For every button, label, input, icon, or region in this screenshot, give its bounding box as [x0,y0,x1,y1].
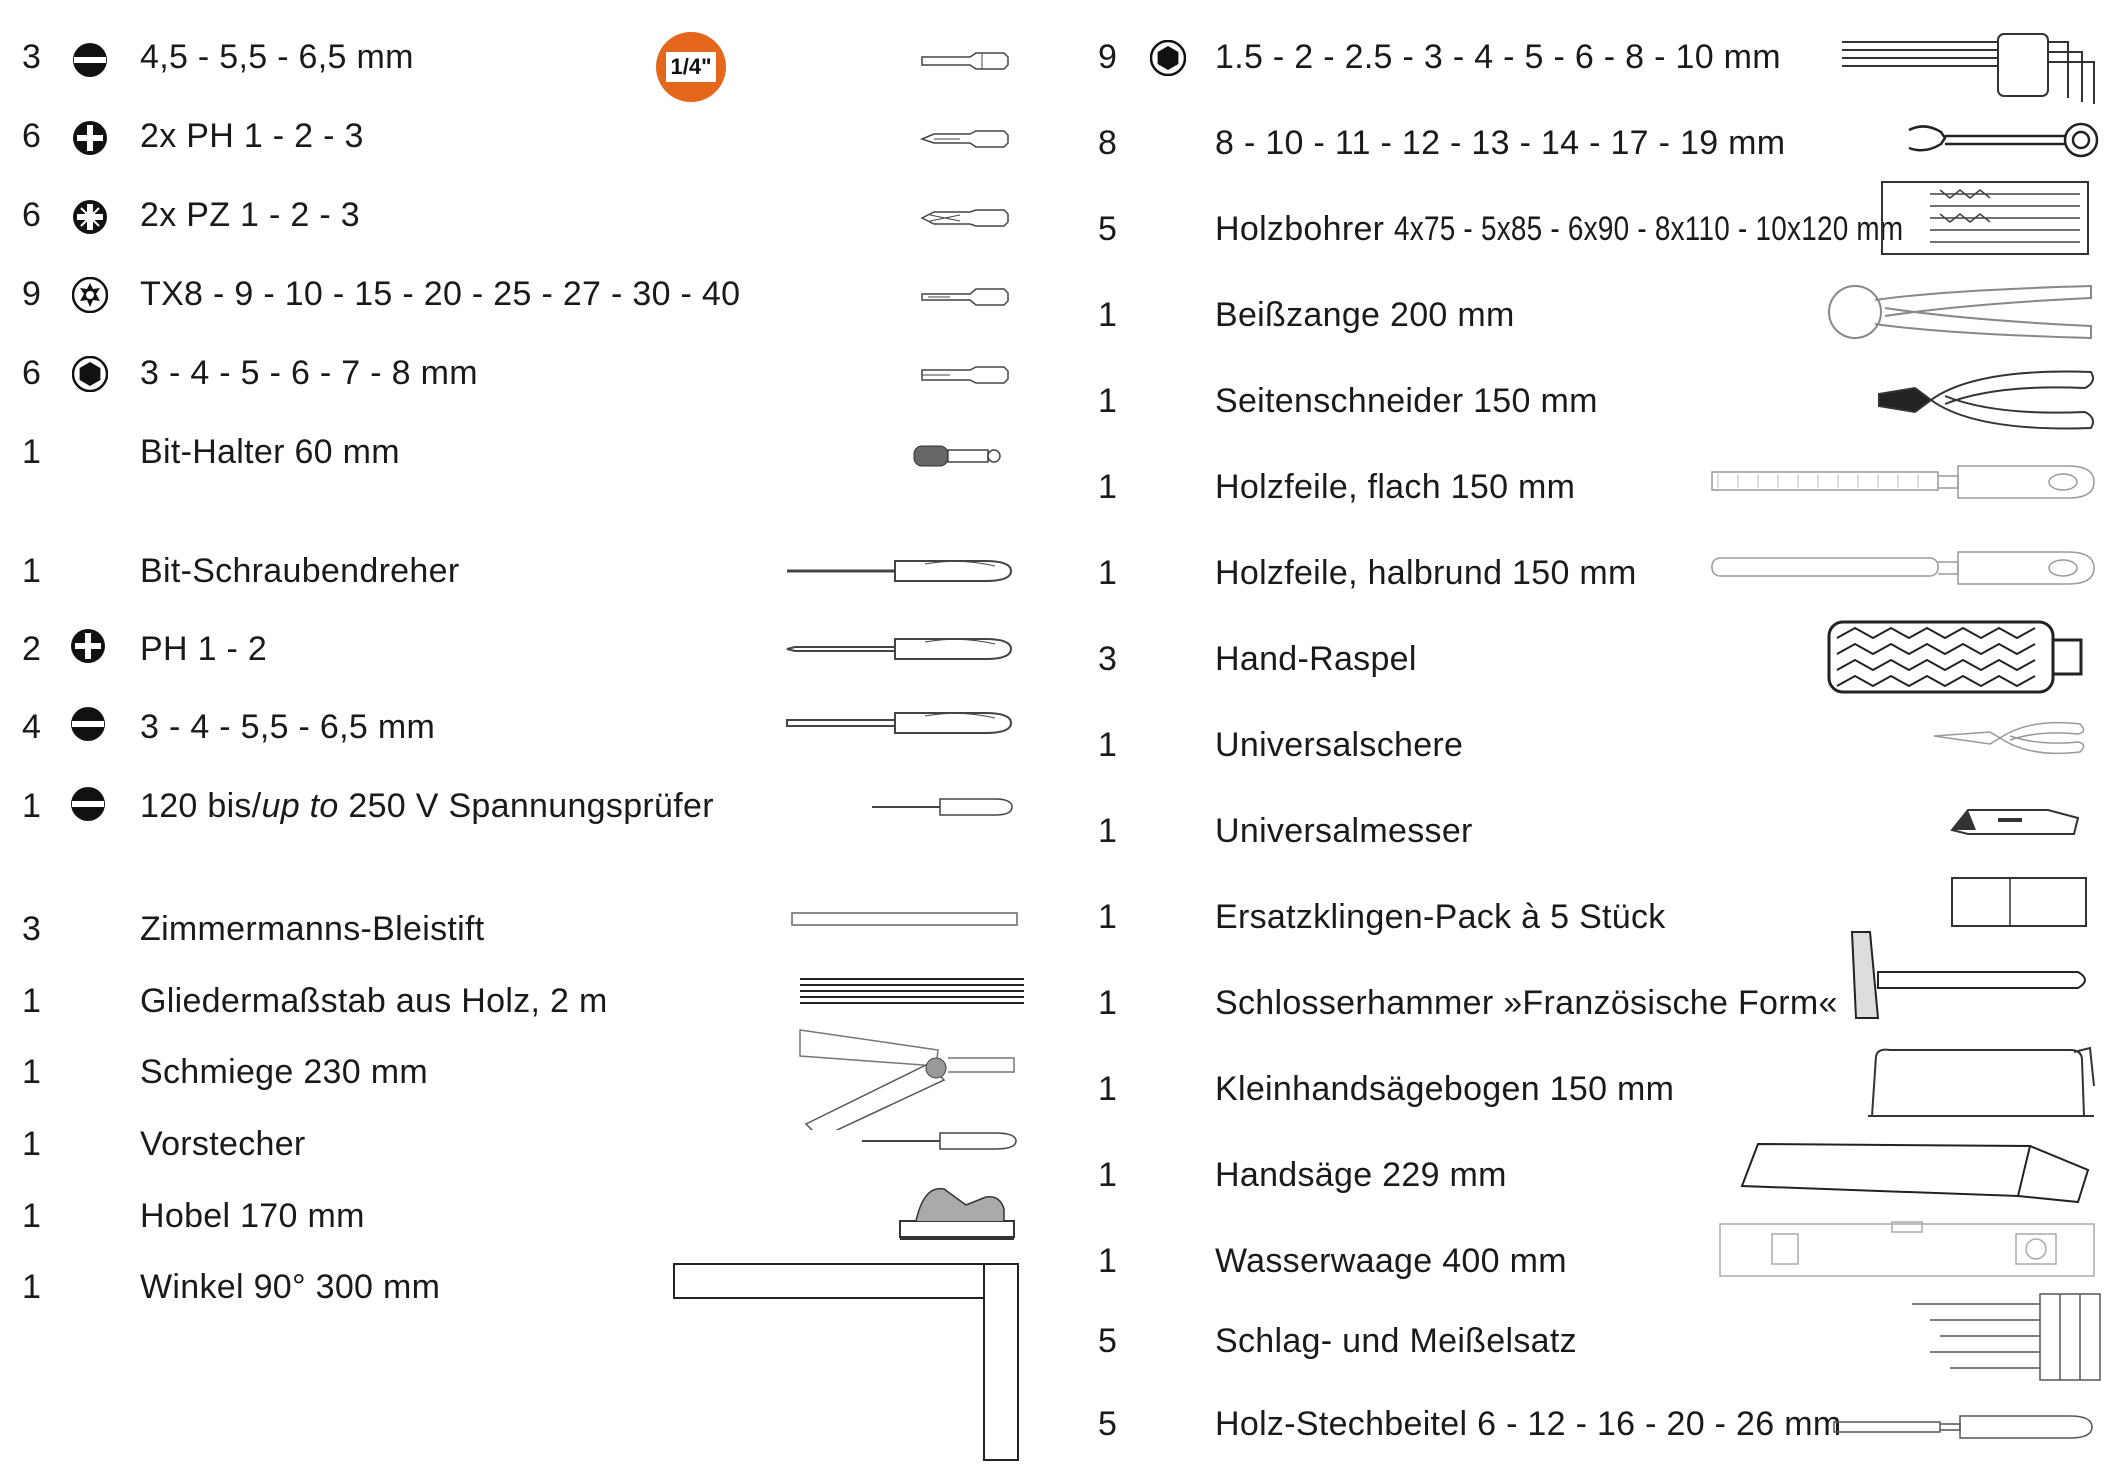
quantity: 4 [22,708,42,746]
quantity: 1 [1098,1242,1118,1280]
awl-icon [860,1124,1020,1158]
slotted-icon [72,42,108,78]
quantity: 1 [22,1197,42,1235]
quantity: 1 [22,787,42,825]
slotted-icon [70,786,106,822]
quantity: 1 [22,433,42,471]
carpenter-pencil-icon [790,910,1020,928]
quantity: 1 [22,982,42,1020]
quantity: 1 [1098,1156,1118,1194]
text-sizes: 4x75 - 5x85 - 6x90 - 8x110 - 10x120 mm [1394,210,1904,248]
item-text: Schmiege 230 mm [140,1053,428,1091]
item-text: Bit-Halter 60 mm [140,433,400,471]
item-text [140,787,714,826]
pincers-icon [1825,280,2097,344]
slotted-screwdriver-icon [785,706,1015,740]
item-text: Vorstecher [140,1125,306,1163]
hacksaw-frame-icon [1860,1046,2098,1128]
half-round-file-icon [1708,548,2100,588]
item-text: Schlosserhammer »Französische Form« [1215,984,1838,1022]
quantity: 3 [22,38,42,76]
item-text: Handsäge 229 mm [1215,1156,1507,1194]
bit-holder-icon [912,440,1004,472]
quantity: 1 [1098,898,1118,936]
item-text: 4,5 - 5,5 - 6,5 mm [140,38,414,76]
quantity: 1 [1098,468,1118,506]
item-text: 3 - 4 - 5 - 6 - 7 - 8 mm [140,354,478,392]
slotted-bit-icon [920,50,1010,72]
quantity: 8 [1098,124,1118,162]
badge-label: 1/4" [666,52,715,82]
item-text: Kleinhandsägebogen 150 mm [1215,1070,1675,1108]
universal-scissors-icon [1930,714,2092,762]
phillips-bit-icon [920,128,1010,150]
pozidriv-bit-icon [920,207,1010,229]
hex-key-set-icon [1838,28,2108,108]
torx-bit-icon [920,286,1010,308]
bit-screwdriver-icon [785,554,1015,588]
quantity: 5 [1098,210,1118,248]
item-text: Hand-Raspel [1215,640,1417,678]
quantity: 1 [1098,726,1118,764]
side-cutter-icon [1875,362,2097,440]
quantity: 5 [1098,1322,1118,1360]
item-text: Universalschere [1215,726,1464,764]
hex-bit-icon [920,364,1010,386]
slotted-icon [70,706,106,742]
text-italic: up to [261,787,339,825]
quantity: 1 [1098,382,1118,420]
voltage-tester-icon [870,795,1015,819]
quantity: 6 [22,196,42,234]
item-text: Ersatzklingen-Pack à 5 Stück [1215,898,1666,936]
item-text: Beißzange 200 mm [1215,296,1515,334]
quantity: 6 [22,354,42,392]
folding-rule-icon [798,976,1026,1008]
quantity: 1 [22,1268,42,1306]
item-text: TX8 - 9 - 10 - 15 - 20 - 25 - 27 - 30 - 40 [140,275,741,313]
item-text: 1.5 - 2 - 2.5 - 3 - 4 - 5 - 6 - 8 - 10 mm [1215,38,1781,76]
spirit-level-icon [1716,1220,2100,1280]
item-text: 2x PH 1 - 2 - 3 [140,117,364,155]
torx-icon [72,277,108,313]
plane-icon [896,1175,1018,1243]
quantity: 5 [1098,1405,1118,1443]
quantity: 1 [22,1053,42,1091]
combination-wrench-icon [1905,120,2105,160]
quantity: 1 [1098,296,1118,334]
quantity: 1 [22,552,42,590]
square-icon [672,1262,1024,1462]
handsaw-icon [1738,1140,2096,1210]
quantity: 2 [22,630,42,668]
quantity: 1 [22,1125,42,1163]
item-text: Seitenschneider 150 mm [1215,382,1598,420]
hex-icon [72,356,108,392]
text-pre: 120 bis/ [140,787,262,825]
wood-chisel-icon [1830,1410,2100,1444]
quantity: 1 [1098,1070,1118,1108]
item-text: Gliedermaßstab aus Holz, 2 m [140,982,608,1020]
quantity: 6 [22,117,42,155]
item-text: 8 - 10 - 11 - 12 - 13 - 14 - 17 - 19 mm [1215,124,1786,162]
blade-pack-icon [1950,876,2090,930]
utility-knife-icon [1948,800,2086,842]
quantity: 1 [1098,812,1118,850]
item-text: Schlag- und Meißelsatz [1215,1322,1577,1360]
quantity: 3 [22,910,42,948]
phillips-icon [72,120,108,156]
drill-bit-set-icon [1880,180,2092,258]
text-post: 250 V Spannungsprüfer [338,787,714,825]
quantity: 9 [1098,38,1118,76]
sliding-bevel-icon [798,1028,1020,1130]
item-text: 3 - 4 - 5,5 - 6,5 mm [140,708,436,746]
item-text: Holzfeile, flach 150 mm [1215,468,1576,506]
item-text: 2x PZ 1 - 2 - 3 [140,196,360,234]
item-text: Wasserwaage 400 mm [1215,1242,1567,1280]
item-text: Bit-Schraubendreher [140,552,460,590]
hammer-icon [1848,930,2096,1022]
item-text: PH 1 - 2 [140,630,268,668]
quantity: 1 [1098,554,1118,592]
flat-file-icon [1708,462,2100,502]
item-text: Holzfeile, halbrund 150 mm [1215,554,1637,592]
hex-icon [1150,40,1186,76]
phillips-icon [70,628,106,664]
quarter-inch-badge [656,32,726,102]
item-text: Hobel 170 mm [140,1197,365,1235]
item-text: Zimmermanns-Bleistift [140,910,485,948]
item-text: Holz-Stechbeitel 6 - 12 - 16 - 20 - 26 mm [1215,1405,1842,1443]
item-text: Winkel 90° 300 mm [140,1268,441,1306]
phillips-screwdriver-icon [785,632,1015,666]
quantity: 9 [22,275,42,313]
quantity: 3 [1098,640,1118,678]
text-main: Holzbohrer [1215,210,1395,248]
quantity: 1 [1098,984,1118,1022]
item-text: Universalmesser [1215,812,1473,850]
hand-rasp-icon [1825,618,2089,696]
chisel-set-icon [1910,1290,2102,1382]
pozidriv-icon [72,199,108,235]
